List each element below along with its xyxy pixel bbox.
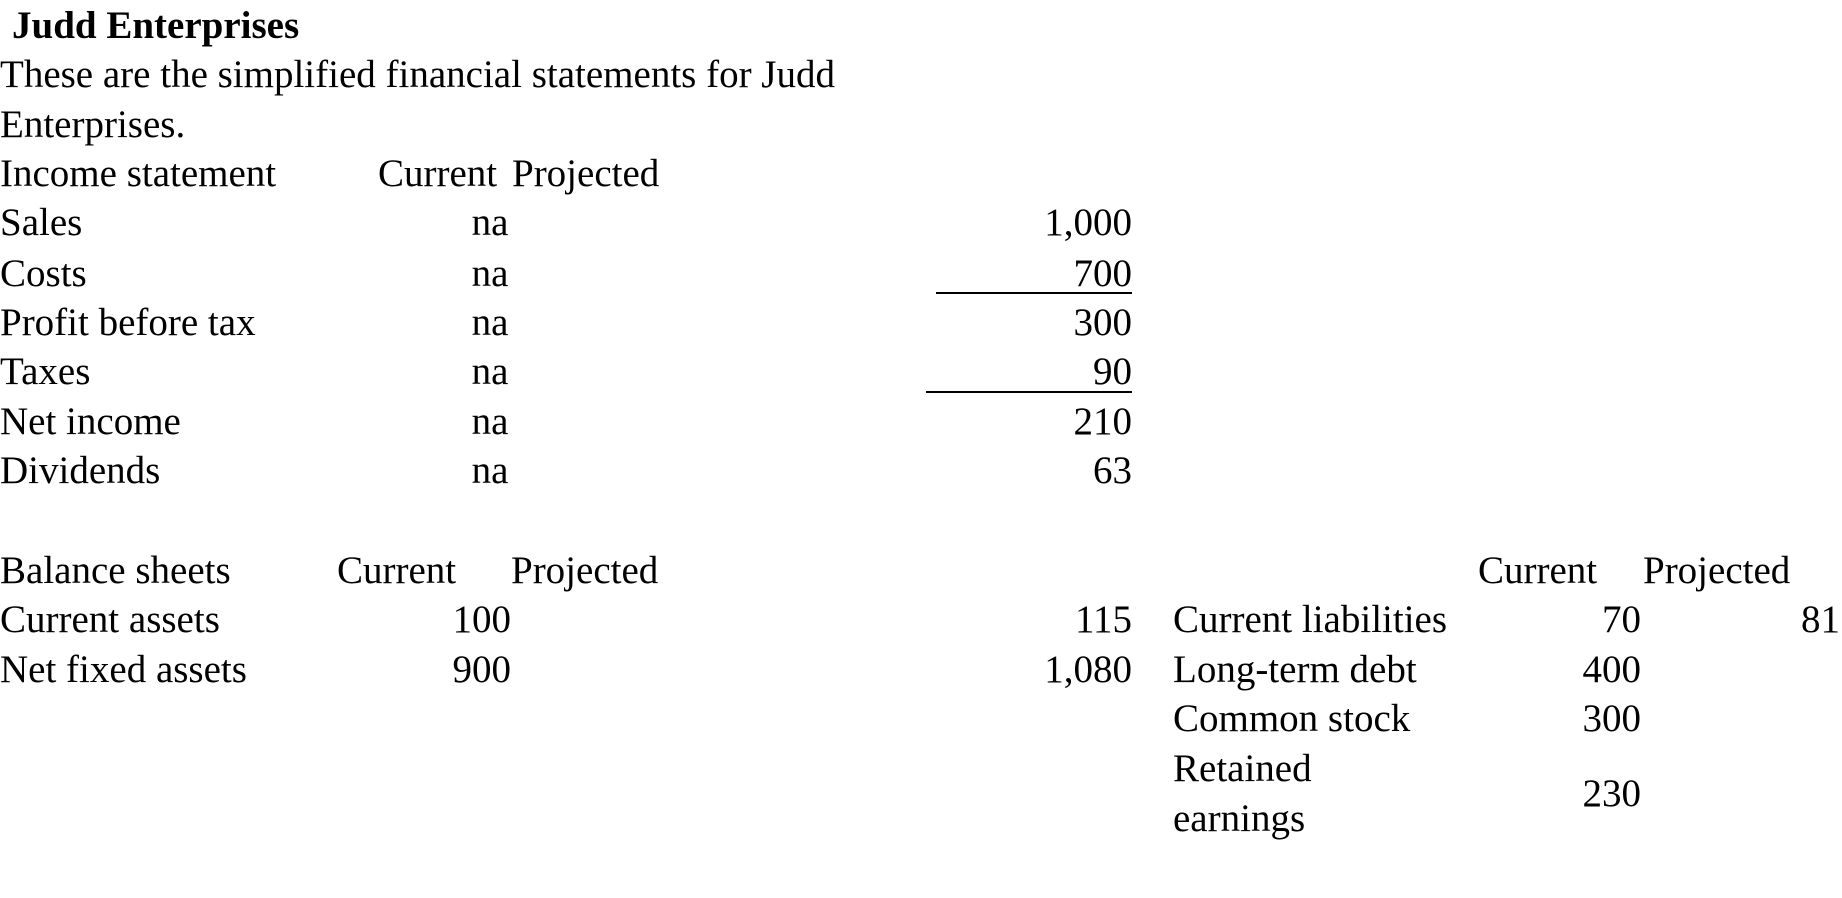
projected-value: 115	[1074, 598, 1132, 641]
row-label: Current liabilities	[1173, 598, 1448, 641]
current-value: 400	[1582, 648, 1641, 691]
current-value: na	[471, 449, 509, 492]
intro-line-2: Enterprises.	[0, 103, 186, 146]
current-value: na	[471, 201, 509, 244]
liabilities-projected-header: Projected	[1643, 549, 1791, 592]
intro-line-1: These are the simplified financial statements for Judd	[0, 53, 835, 96]
liabilities-current-header: Current	[1478, 549, 1598, 592]
row-label: Sales	[0, 201, 83, 244]
row-label: Common stock	[1173, 697, 1411, 740]
current-value: na	[471, 252, 509, 295]
page-title: Judd Enterprises	[12, 4, 300, 47]
current-value: na	[471, 350, 509, 393]
current-value: 70	[1602, 598, 1641, 641]
income-projected-header: Projected	[512, 152, 660, 195]
projected-value: 210	[1073, 400, 1132, 443]
row-label: Costs	[0, 252, 87, 295]
projected-value: 700	[1073, 252, 1132, 295]
row-label: Taxes	[0, 350, 91, 393]
subtotal-underline	[936, 292, 1132, 294]
balance-sheets-heading: Balance sheets	[0, 549, 231, 592]
assets-current-header: Current	[337, 549, 457, 592]
assets-projected-header: Projected	[511, 549, 659, 592]
current-value: 300	[1582, 697, 1641, 740]
projected-value: 90	[1093, 350, 1132, 393]
row-label: Profit before tax	[0, 301, 256, 344]
current-value: 230	[1582, 772, 1641, 815]
row-label: Retained	[1173, 747, 1312, 790]
current-value: 900	[452, 648, 511, 691]
projected-value: 81	[1801, 598, 1840, 641]
projected-value: 1,080	[1044, 648, 1132, 691]
row-label-continued: earnings	[1173, 797, 1306, 840]
row-label: Net fixed assets	[0, 648, 247, 691]
row-label: Long-term debt	[1173, 648, 1417, 691]
row-label: Net income	[0, 400, 181, 443]
income-statement-heading: Income statement	[0, 152, 277, 195]
current-value: na	[471, 400, 509, 443]
subtotal-underline	[926, 391, 1132, 393]
row-label: Dividends	[0, 449, 161, 492]
projected-value: 63	[1093, 449, 1132, 492]
projected-value: 300	[1073, 301, 1132, 344]
current-value: na	[471, 301, 509, 344]
income-current-header: Current	[378, 152, 498, 195]
row-label: Current assets	[0, 598, 220, 641]
current-value: 100	[452, 598, 511, 641]
projected-value: 1,000	[1044, 201, 1132, 244]
